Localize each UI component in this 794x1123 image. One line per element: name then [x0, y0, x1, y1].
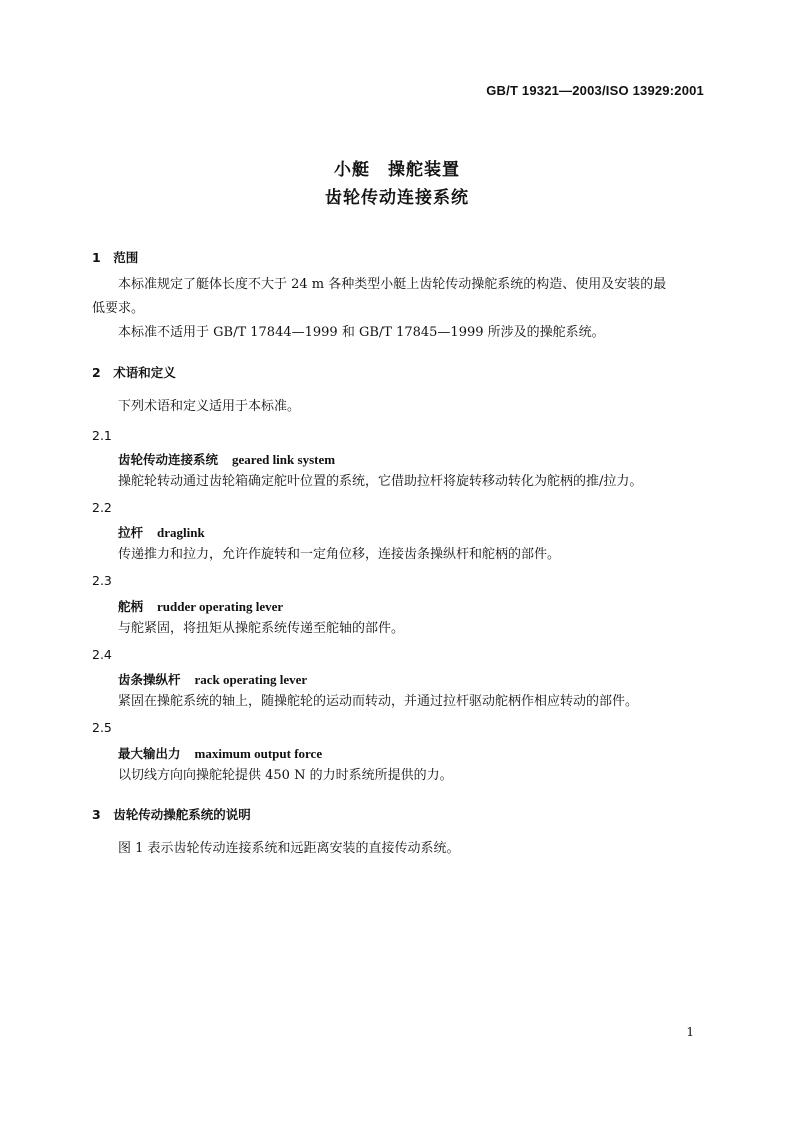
section-2-heading: 2 术语和定义	[92, 365, 176, 380]
term-chinese: 舵柄	[118, 599, 144, 614]
term-definition: 以切线方向向操舵轮提供 450 N 的力时系统所提供的力。	[118, 768, 453, 783]
term-english: rack operating lever	[194, 672, 308, 687]
section-3-heading: 3 齿轮传动操舵系统的说明	[92, 807, 251, 822]
term-title	[118, 596, 283, 615]
term-english: maximum output force	[194, 746, 323, 761]
term-number: 2.5	[92, 720, 112, 735]
term-definition: 操舵轮转动通过齿轮箱确定舵叶位置的系统，它借助拉杆将旋转移动转化为舵柄的推/拉力。	[118, 474, 643, 489]
term-title	[118, 743, 322, 762]
section-3-paragraph-1: 图 1 表示齿轮传动连接系统和远距离安装的直接传动系统。	[118, 841, 460, 856]
section-1-heading: 1 范围	[92, 250, 139, 265]
term-definition: 紧固在操舵系统的轴上，随操舵轮的运动而转动，并通过拉杆驱动舵柄作相应转动的部件。	[118, 694, 639, 709]
page-number: 1	[686, 1025, 694, 1039]
term-english: rudder operating lever	[157, 599, 284, 614]
term-english: geared link system	[232, 452, 336, 467]
term-number: 2.4	[92, 647, 112, 662]
term-title	[118, 449, 335, 468]
term-definition: 与舵紧固，将扭矩从操舵系统传递至舵轴的部件。	[118, 621, 405, 636]
term-chinese: 齿轮传动连接系统	[118, 452, 219, 467]
section-2-intro: 下列术语和定义适用于本标准。	[118, 399, 301, 414]
section-1-paragraph-2: 本标准不适用于 GB/T 17844—1999 和 GB/T 17845—1999 所涉及的操舵系统。	[118, 325, 605, 340]
section-1-paragraph-1: 本标准规定了艇体长度不大于 24 m 各种类型小艇上齿轮传动操舵系统的构造、使用及安装的最低要求。	[92, 277, 667, 316]
term-chinese: 最大输出力	[118, 746, 181, 761]
standard-number: GB/T 19321—2003/ISO 13929:2001	[486, 83, 704, 98]
title-line-1: 小艇 操舵装置	[334, 160, 460, 180]
term-definition: 传递推力和拉力，允许作旋转和一定角位移，连接齿条操纵杆和舵柄的部件。	[118, 547, 561, 562]
term-number: 2.3	[92, 573, 112, 588]
term-number: 2.2	[92, 500, 112, 515]
term-number: 2.1	[92, 428, 112, 443]
term-chinese: 拉杆	[118, 525, 144, 540]
term-title	[118, 522, 205, 541]
term-title	[118, 669, 307, 688]
title-line-2: 齿轮传动连接系统	[325, 188, 469, 208]
term-chinese: 齿条操纵杆	[118, 672, 181, 687]
term-english: draglink	[157, 525, 205, 540]
